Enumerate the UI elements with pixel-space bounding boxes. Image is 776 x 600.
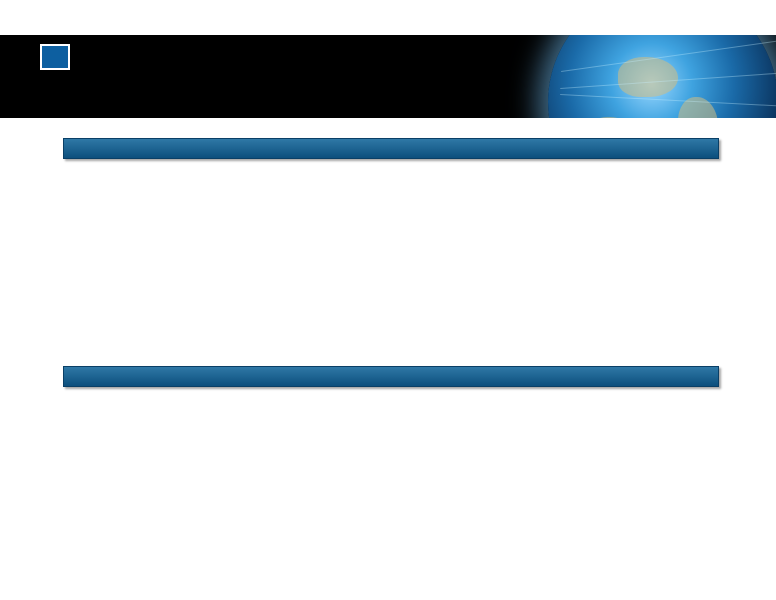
logo-mark [40,44,70,70]
sales-data-header [63,138,719,159]
globe-image [548,35,776,118]
company-logo [40,44,75,70]
financial-results-header [63,366,719,387]
header-banner [0,35,776,118]
